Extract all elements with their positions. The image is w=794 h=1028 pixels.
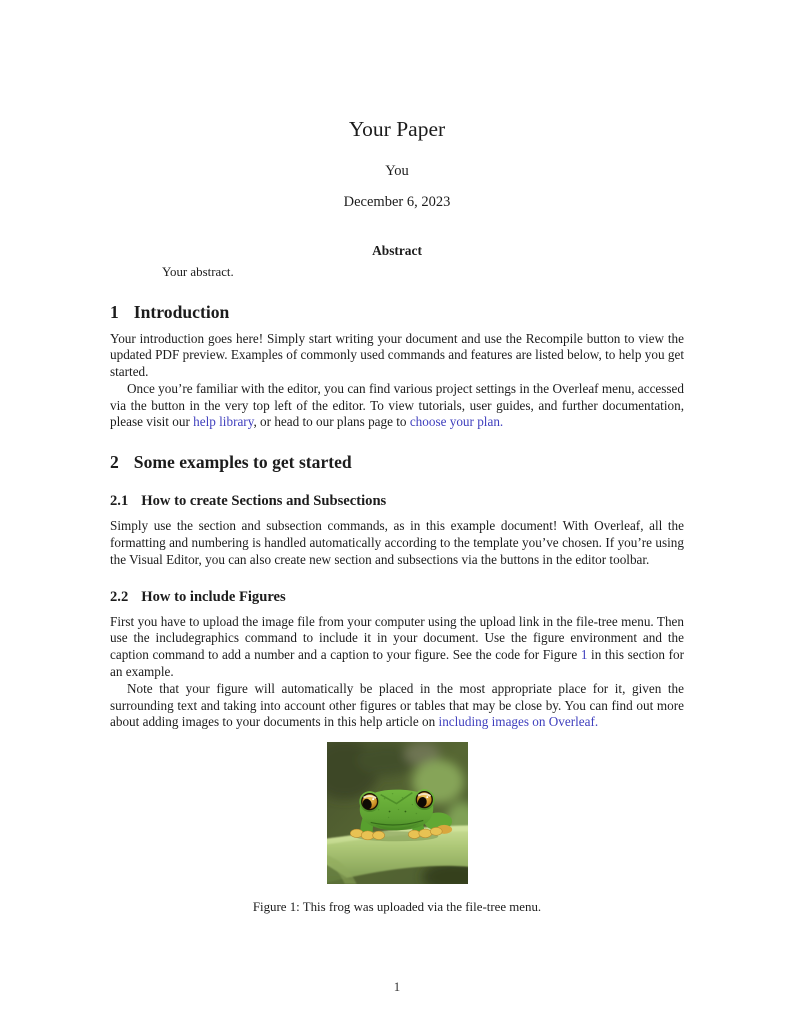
subsection-2-1-title: How to create Sections and Subsections <box>141 493 387 510</box>
text-segment: Simply use the section and subsection commands, as in this example document! With Overleaf, all the formatting and numbering is handled automatically according to the template you’ve chosen. If you’re using the Visual Editor, you can also create new section and subsections via the buttons in the editor toolbar. <box>110 518 684 567</box>
frog-photo-svg <box>327 742 468 884</box>
document-date: December 6, 2023 <box>343 194 451 210</box>
including-images-link[interactable]: including images on Overleaf. <box>438 714 599 730</box>
text-segment: in this section for an example. <box>110 647 684 680</box>
section-2-title: Some examples to get started <box>133 452 352 473</box>
subsection-2-2-heading <box>110 588 684 606</box>
section-2-number: 2 <box>110 452 119 473</box>
intro-paragraph-2 <box>110 381 684 431</box>
help-library-link[interactable]: help library <box>193 414 254 430</box>
frog-photo <box>327 742 468 884</box>
section-1-heading <box>110 301 684 323</box>
intro-paragraph-1 <box>110 331 684 381</box>
figure-1-reference-link[interactable]: 1 <box>580 647 588 663</box>
text-segment: First you have to upload the image file from your computer using the upload link in the file-tree menu. Then use the includegraphics command to include it in your document. Use the figure environment and the caption command to add a number and a caption to your figure. See the code for Figure <box>110 613 684 663</box>
abstract-text: Your abstract. <box>162 265 234 279</box>
subsection-2-1-number: 2.1 <box>110 493 129 510</box>
section-1-number: 1 <box>110 301 119 322</box>
text-segment: Your introduction goes here! Simply start writing your document and use the Recompile button to view the updated PDF preview. Examples of commonly used commands and features are listed below, to help you get started. <box>110 330 684 380</box>
sections-paragraph <box>110 518 684 568</box>
abstract-block <box>110 243 684 281</box>
page-title: Your Paper <box>348 117 446 141</box>
abstract-heading: Abstract <box>372 243 422 258</box>
subsection-2-2-number: 2.2 <box>110 588 129 605</box>
subsection-2-1-heading <box>110 492 684 510</box>
page-number: 1 <box>393 980 401 994</box>
figures-paragraph-1 <box>110 614 684 681</box>
text-segment: , or head to our plans page to <box>253 414 410 430</box>
figure-1-block <box>110 742 684 915</box>
choose-your-plan-link[interactable]: choose your plan. <box>409 414 504 430</box>
text-segment: Note that your figure will automatically be placed in the most appropriate place for it, given the surrounding text and taking into account other figures or tables that may be close by. You can find out more about adding images to your documents in this help article on <box>110 680 684 730</box>
text-segment: Once you’re familiar with the editor, you can find various project settings in the Overleaf menu, accessed via the button in the very top left of the editor. To view tutorials, user guides, and further documentation, please visit our <box>110 380 684 430</box>
section-1-title: Introduction <box>133 301 230 322</box>
subsection-2-2-title: How to include Figures <box>141 588 286 605</box>
section-2-heading <box>110 451 684 473</box>
figure-1-caption: Figure 1: This frog was uploaded via the file-tree menu. <box>252 900 542 915</box>
figures-paragraph-2 <box>110 681 684 731</box>
document-header <box>110 0 684 211</box>
author-name: You <box>385 163 409 179</box>
